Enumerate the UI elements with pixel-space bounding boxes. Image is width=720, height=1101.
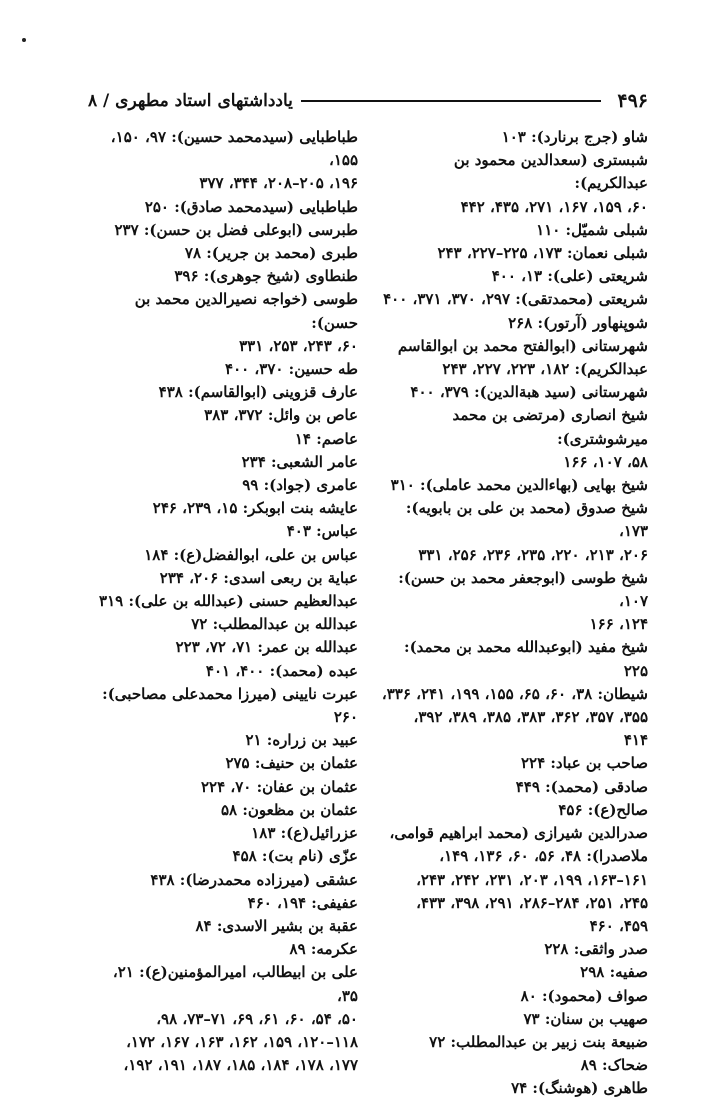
- index-line: شیخ مفید (ابوعبدالله محمد بن محمد): ۲۲۵: [404, 638, 648, 680]
- index-line: عثمان بن عفان: ۷۰، ۲۲۴: [200, 777, 358, 796]
- index-line: عزرائیل(ع): ۱۸۳: [251, 824, 358, 843]
- index-line: ۶۰، ۲۴۳، ۲۵۳، ۳۳۱: [239, 336, 358, 355]
- index-line: ملاصدرا): ۴۸، ۵۶، ۶۰، ۱۳۶، ۱۴۹،: [439, 847, 648, 866]
- index-line: عبرت نایینی (میرزا محمدعلی مصاحبی): ۲۶۰: [102, 684, 358, 727]
- index-line: ۱۲۴، ۱۶۶: [589, 615, 648, 634]
- index-line: صدر واثقی: ۲۲۸: [544, 940, 648, 959]
- index-line: شریعتی (علی): ۱۳، ۴۰۰: [491, 267, 648, 286]
- index-line: ۲۴۵، ۲۵۱، ۲۸۴–۲۸۶، ۲۹۱، ۳۹۸، ۴۳۳،: [416, 893, 648, 912]
- stray-dot: [22, 38, 26, 42]
- index-line: عبایة بن ربعی اسدی: ۲۰۶، ۲۳۴: [159, 568, 358, 587]
- index-line: عثمان بن مظعون: ۵۸: [221, 800, 358, 819]
- index-line: عثمان بن حنیف: ۲۷۵: [225, 754, 358, 773]
- index-line: عقبة بن بشیر الاسدی: ۸۴: [195, 916, 358, 935]
- index-line: عفیفی: ۱۹۴، ۴۶۰: [247, 893, 358, 912]
- index-line: عبدالکریم): ۱۸۲، ۲۲۳، ۲۲۷، ۲۴۳: [442, 360, 648, 379]
- index-line: طبرسی (ابوعلی فضل بن حسن): ۲۳۷: [114, 220, 358, 239]
- index-line: شیخ طوسی (ابوجعفر محمد بن حسن): ۱۰۷،: [398, 568, 648, 611]
- index-line: طه حسین: ۳۷۰، ۴۰۰: [225, 360, 358, 379]
- index-line: ۵۰، ۵۴، ۶۰، ۶۱، ۶۹، ۷۱–۷۳، ۹۸،: [156, 1009, 358, 1028]
- index-line: عامر الشعبی: ۲۳۴: [241, 452, 358, 471]
- index-line: شیطان: ۳۸، ۶۰، ۶۵، ۱۵۵، ۱۹۹، ۲۴۱، ۳۳۶،: [381, 684, 648, 703]
- index-line: شاو (جرج برنارد): ۱۰۳: [501, 128, 648, 146]
- index-line: طوسی (خواجه نصیرالدین محمد بن حسن):: [134, 290, 358, 332]
- index-line: شوپنهاور (آرتور): ۲۶۸: [508, 313, 648, 332]
- index-line: عبدالعظیم حسنی (عبدالله بن علی): ۳۱۹: [99, 592, 358, 611]
- index-line: ۶۰، ۱۵۹، ۱۶۷، ۲۷۱، ۴۳۵، ۴۴۲: [460, 197, 648, 216]
- index-line: عاص بن وائل: ۳۷۲، ۳۸۳: [204, 406, 358, 425]
- index-line: ۱۱۸–۱۲۰، ۱۵۹، ۱۶۲، ۱۶۳، ۱۶۷، ۱۷۲،: [126, 1032, 358, 1051]
- index-line: شهرستانی (ابوالفتح محمد بن ابوالقاسم: [397, 336, 648, 355]
- index-line: ۵۸، ۱۰۷، ۱۶۶: [563, 452, 648, 471]
- index-line: عباس: ۴۰۳: [286, 522, 358, 541]
- page-number: ۴۹۶: [617, 90, 648, 112]
- index-line: عایشه بنت ابوبکر: ۱۵، ۲۳۹، ۲۴۶: [152, 499, 358, 518]
- index-line: عارف قزوینی (ابوالقاسم): ۴۳۸: [158, 383, 358, 402]
- index-line: شریعتی (محمدتقی): ۲۹۷، ۳۷۰، ۳۷۱، ۴۰۰: [383, 290, 648, 309]
- index-line: عبدالله بن عبدالمطلب: ۷۲: [191, 615, 358, 634]
- index-line: طنطاوی (شیخ جوهری): ۳۹۶: [174, 267, 358, 286]
- index-line: صواف (محمود): ۸۰: [520, 986, 648, 1005]
- page-header: [88, 86, 648, 116]
- index-line: شبستری (سعدالدین محمود بن عبدالکریم):: [453, 151, 648, 193]
- index-line: صاحب بن عباد: ۲۲۴: [520, 754, 648, 773]
- index-line: ۱۷۷، ۱۷۸، ۱۸۴، ۱۸۵، ۱۸۷، ۱۹۱، ۱۹۲،: [123, 1056, 358, 1075]
- index-line: طبری (محمد بن جریر): ۷۸: [184, 244, 358, 263]
- index-line: ضبیعة بنت زبیر بن عبدالمطلب: ۷۲: [429, 1032, 648, 1051]
- index-line: ۳۵۵، ۳۵۷، ۳۶۲، ۳۸۳، ۳۸۵، ۳۸۹، ۳۹۲،: [413, 708, 648, 727]
- index-line: عامری (جواد): ۹۹: [242, 476, 358, 495]
- index-line: طاهری (هوشنگ): ۷۴: [511, 1079, 648, 1098]
- index-line: عباس بن علی، ابوالفضل(ع): ۱۸۴: [144, 545, 358, 564]
- index-line: شهرستانی (سید هبةالدین): ۳۷۹، ۴۰۰: [410, 383, 648, 402]
- index-line: صادقی (محمد): ۴۴۹: [515, 777, 648, 796]
- index-line: طباطبایی (سیدمحمد حسین): ۹۷، ۱۵۰، ۱۵۵،: [110, 128, 358, 170]
- index-line: عاصم: ۱۴: [294, 429, 358, 448]
- index-line: عشقی (میرزاده محمدرضا): ۴۳۸: [150, 870, 358, 889]
- index-line: ۱۹۶، ۲۰۵–۲۰۸، ۳۴۴، ۳۷۷: [199, 174, 358, 193]
- index-line: علی بن ابیطالب، امیرالمؤمنین(ع): ۲۱، ۳۵،: [112, 963, 358, 1005]
- index-line: ۱۶۱–۱۶۳، ۱۹۹، ۲۰۳، ۲۳۱، ۲۴۲، ۲۴۳،: [416, 870, 648, 889]
- index-line: ۴۵۹، ۴۶۰: [589, 916, 648, 935]
- index-column-left: [88, 126, 358, 1077]
- index-line: صفیه: ۲۹۸: [580, 963, 648, 982]
- running-title: یادداشتهای استاد مطهری / ۸: [88, 91, 293, 111]
- index-line: عکرمه: ۸۹: [289, 940, 358, 959]
- index-line: صالح(ع): ۴۵۶: [558, 800, 648, 819]
- header-rule: [301, 100, 601, 102]
- index-column-right: [376, 126, 648, 1101]
- index-line: شبلی نعمان: ۱۷۳، ۲۲۵–۲۲۷، ۲۴۳: [437, 244, 648, 263]
- index-line: عبده (محمد): ۴۰۰، ۴۰۱: [205, 661, 358, 680]
- index-line: شیخ انصاری (مرتضی بن محمد میرشوشتری):: [452, 406, 648, 448]
- index-line: عبید بن زراره: ۲۱: [245, 731, 358, 750]
- index-line: شیخ صدوق (محمد بن علی بن بابویه): ۱۷۳،: [405, 499, 648, 541]
- index-line: عبدالله بن عمر: ۷۱، ۷۲، ۲۲۳: [175, 638, 358, 657]
- index-line: شیخ بهایی (بهاءالدین محمد عاملی): ۳۱۰: [390, 476, 648, 495]
- index-line: ۴۱۴: [623, 731, 648, 750]
- index-line: ضحاک: ۸۹: [580, 1056, 648, 1075]
- index-line: عزّی (نام بت): ۴۵۸: [232, 847, 358, 866]
- index-line: طباطبایی (سیدمحمد صادق): ۲۵۰: [144, 197, 358, 216]
- index-line: صهیب بن سنان: ۷۳: [523, 1009, 648, 1028]
- index-line: صدرالدین شیرازی (محمد ابراهیم قوامی،: [389, 824, 648, 843]
- index-line: ۲۰۶، ۲۱۳، ۲۲۰، ۲۳۵، ۲۳۶، ۲۵۶، ۳۳۱: [418, 545, 648, 564]
- index-line: شبلی شمیّل: ۱۱۰: [536, 220, 648, 239]
